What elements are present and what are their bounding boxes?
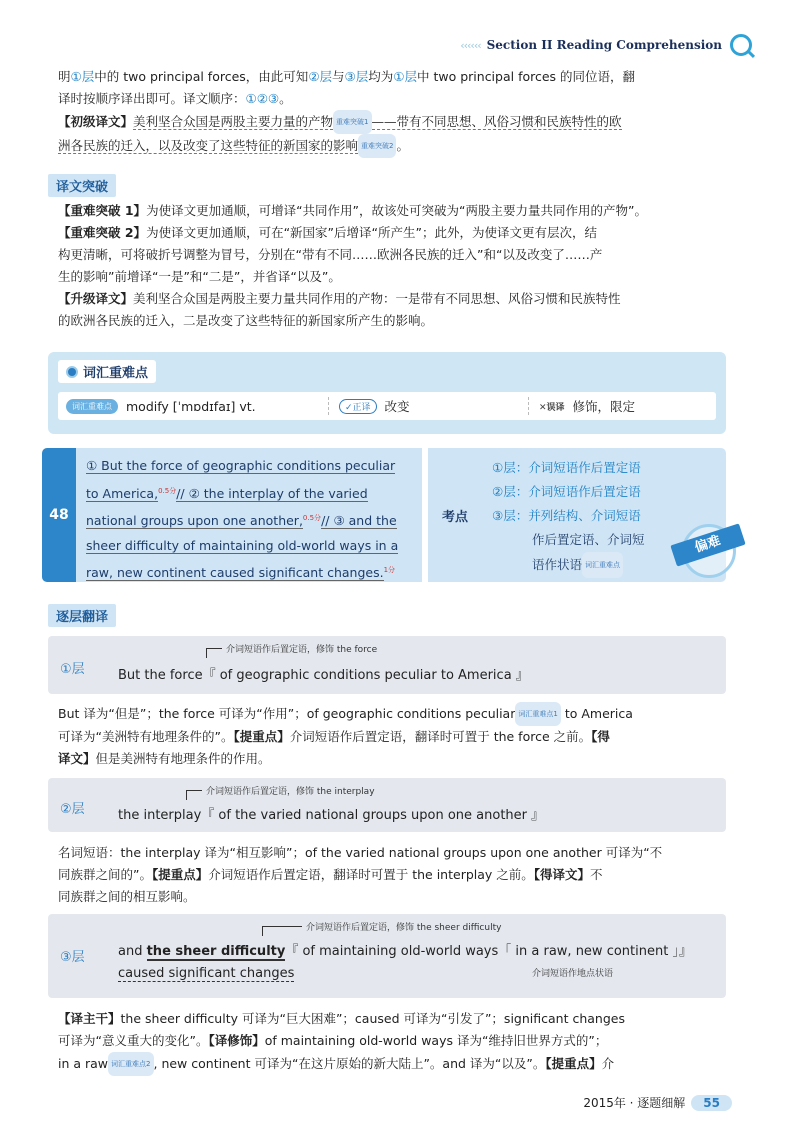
layer-3-label: ③层	[60, 950, 85, 965]
layer-3-explanation: 【译主干】the sheer difficulty 可译为“巨大困难”；caused 可译为“引发了”；significant changes 可译为“意义重大的变化”。【译修饰】of maintaining old-world ways 译为“维持旧世界方式的”； in a raw 词汇重难点2 , new continent 可译为“在这片原始的新大陆上”。and 译为“以及”。【提重点】介	[58, 1008, 752, 1076]
layer-2-note: 介词短语作后置定语，修饰 the interplay	[206, 787, 375, 797]
vocab-word: modify [ˈmɒdɪfaɪ] vt.	[126, 398, 256, 414]
page-footer	[583, 1094, 732, 1111]
kaodian-list: ①层：介词短语作后置定语 ②层：介词短语作后置定语 ③层：并列结构、介词短语 作后置定语、介词短 语作状语 词汇重难点	[482, 448, 726, 582]
layer-1-text: But the force『 of geographic conditions peculiar to America 』	[118, 668, 529, 683]
breakthrough-tag-1: 重难突破1	[333, 110, 371, 134]
layer-1-note: 介词短语作后置定语，修饰 the force	[226, 645, 378, 655]
breakthrough-section	[48, 174, 752, 197]
breakthrough-tag-2: 重难突破2	[358, 134, 396, 158]
search-icon	[730, 34, 752, 56]
layer-2-label: ②层	[60, 802, 85, 817]
layer-1-label: ①层	[60, 662, 85, 677]
vocab-row	[58, 392, 716, 420]
wrong-tag: ✕误译	[539, 402, 565, 413]
layer-2-box	[48, 778, 726, 832]
wrong-translation: 修饰，限定	[572, 399, 636, 414]
layer-1-box	[48, 636, 726, 694]
layer-3-text-2: caused significant changes	[118, 966, 295, 981]
layer-3-box	[48, 914, 726, 998]
layered-title: 逐层翻译	[48, 604, 116, 627]
header-arrows: ‹‹‹‹‹‹	[460, 38, 481, 52]
footer-text: 2015年 · 逐题细解	[583, 1096, 686, 1110]
intro-paragraph: 明①层中的 two principal forces，由此可知②层与③层均为①层中 two principal forces 的同位语，翻 译时按顺序译出即可。译文顺序：①②③。 【初级译文】美利坚合众国是两股主要力量的产物 重难突破1 ——带有不同思想、风俗习惯和民族特性的欧 洲各民族的迁入，以及改变了这些特征的新国家的影响 重难突破2 。	[58, 66, 752, 158]
layer-3-text: and the sheer difficulty『 of maintaining old-world ways「 in a raw, new continent 」』	[118, 944, 692, 959]
layer-1-explanation: But 译为“但是”；the force 可译为“作用”；of geographic conditions peculiar 词汇重难点1 to America 可译为“美洲特有地理条件的”。【提重点】介词短语作后置定语，翻译时可置于 the force 之前。【得 译文】但是美洲特有地理条件的作用。	[58, 702, 752, 770]
layer-2-text: the interplay『 of the varied national groups upon one another 』	[118, 808, 545, 823]
sentence-text: ① But the force of geographic conditions peculiar to America,$^{0.5分}$// ② the interplay of the varied national groups upon one another,$^{0.5分}$// ③ and the sheer difficulty of maintaining old-world ways in a raw, new continent caused significant changes.$^{1分}$	[76, 448, 422, 582]
vocab-box	[48, 352, 726, 434]
correct-tag: ✓正译	[339, 399, 377, 414]
correct-translation: 改变	[384, 399, 410, 414]
page-number: 55	[691, 1095, 732, 1111]
section-title: Section II Reading Comprehension	[486, 38, 722, 52]
vocab-tag: 词汇重难点	[66, 399, 118, 414]
kaodian-label: 考点	[426, 448, 482, 582]
layer-2-explanation: 名词短语：the interplay 译为“相互影响”；of the varied national groups upon one another 可译为“不 同族群之间的”。【提重点】介词短语作后置定语，翻译时可置于 the interplay 之前。【得译文】不 同族群之间的相互影响。	[58, 845, 663, 904]
target-icon	[66, 366, 78, 378]
breakthrough-title: 译文突破	[48, 174, 116, 197]
difficulty-stamp: 偏难	[672, 518, 746, 568]
layer-3-note: 介词短语作后置定语，修饰 the sheer difficulty	[306, 923, 502, 933]
layer-3-note-2: 介词短语作地点状语	[532, 969, 614, 979]
page-header	[460, 32, 752, 58]
vocab-title: 词汇重难点	[58, 360, 156, 383]
sentence-number: 48	[49, 507, 69, 523]
breakthrough-text: 【重难突破 1】为使译文更加通顺，可增译“共同作用”，故该处可突破为“两股主要力量共同作用的产物”。 【重难突破 2】为使译文更加通顺，可在“新国家”后增译“所产生”；此外，为使译文更有层次，结 构更清晰，可将破折号调整为冒号，分别在“带有不同……欧洲各民族的迁入”和“以及改变了……产 生的影响”前增译“一是”和“二是”，并省译“以及”。 【升级译文】美利坚合众国是两股主要力量共同作用的产物：一是带有不同思想、风俗习惯和民族特性 的欧洲各民族的迁入，二是改变了这些特征的新国家所产生的影响。	[58, 203, 647, 328]
